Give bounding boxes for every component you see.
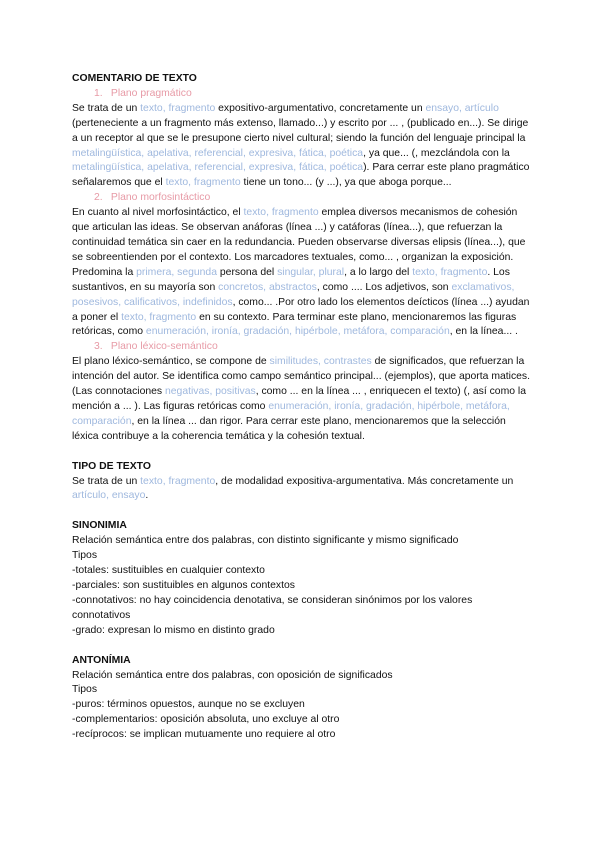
- text-run: persona del: [217, 266, 278, 278]
- highlight-run: singular, plural: [277, 266, 345, 278]
- text-run: , de modalidad expositiva-argumentativa. Más concretamente un: [215, 475, 514, 487]
- highlight-run: metalingüística, apelativa, referencial, expresiva, fática, poética: [72, 147, 364, 159]
- highlight-run: enumeración, ironía, gradación, hipérbole, metáfora, comparación: [145, 326, 450, 338]
- list-item: -complementarios: oposición absoluta, uno excluye al otro: [72, 714, 340, 726]
- list-item-label: Plano morfosintáctico: [110, 192, 211, 204]
- highlight-run: texto, fragmento: [412, 266, 488, 278]
- list-item-plano-morfosintactico: [72, 191, 530, 206]
- section-title-sinonimia: SINONIMIA: [72, 520, 127, 532]
- text-run: Se trata de un: [72, 102, 141, 114]
- text-run: . Los sustantivos, en su mayoría son: [72, 266, 510, 293]
- list-item: -puros: términos opuestos, aunque no se excluyen: [72, 699, 305, 711]
- definition-antonimia: Relación semántica entre dos palabras, con oposición de significados: [72, 669, 393, 681]
- list-item-label: Plano pragmático: [110, 87, 192, 99]
- text-run: ). Para cerrar este plano pragmático señalaremos que el: [72, 162, 530, 189]
- highlight-run: texto, fragmento: [243, 207, 319, 219]
- text-run: , como... .Por otro lado los elementos deícticos (línea ...) ayudan a poner el: [72, 296, 530, 323]
- highlight-run: similitudes, contrastes: [269, 356, 372, 368]
- text-run: En cuanto al nivel morfosintáctico, el: [72, 207, 244, 219]
- highlight-run: ensayo, artículo: [425, 102, 499, 114]
- highlight-run: texto, fragmento: [165, 177, 241, 189]
- text-run: (perteneciente a un fragmento más extenso, llamado...) y escrito por ... , (publicado en...). Se dirige a un receptor al que se le presupone cierto nivel cultural; siendo la función del lenguaje principal la: [72, 117, 529, 144]
- list-item: -totales: sustituibles en cualquier contexto: [72, 565, 265, 577]
- highlight-run: texto, fragmento: [140, 475, 216, 487]
- spacer: [72, 504, 530, 519]
- list-number: 1.: [94, 87, 103, 99]
- section-title-comentario: COMENTARIO DE TEXTO: [72, 73, 197, 84]
- list-number: 3.: [94, 341, 103, 353]
- section-title-antonimia: ANTONÍMIA: [72, 654, 131, 666]
- list-item: -recíprocos: se implican mutuamente uno requiere al otro: [72, 729, 336, 741]
- document-body: [72, 72, 530, 743]
- text-run: .: [145, 490, 149, 502]
- text-run: , como ... en la línea ... , enriquecen el texto) (, así como la mención a ... ). Las figuras retóricas como: [72, 386, 526, 412]
- section-title-tipo: TIPO DE TEXTO: [72, 460, 151, 472]
- text-run: El plano léxico-semántico, se compone de: [72, 356, 270, 368]
- spacer: [72, 445, 530, 460]
- text-run: , ya que... (, mezclándola con la: [363, 147, 510, 159]
- highlight-run: texto, fragmento: [121, 311, 197, 323]
- text-run: , en la línea... .: [449, 326, 518, 338]
- text-run: , como .... Los adjetivos, son: [316, 281, 452, 293]
- text-run: emplea diversos mecanismos de cohesión que articulan las ideas. Se observan anáforas (línea ...) y catáforas (línea...), que refuerzan la continuidad temática sin caer en la redundancia. Pueden observarse diversas elipsis (línea...), que se sobreentienden por el contexto. Los marcadores textuales, como... , organizan la exposición. Predomina la: [72, 207, 526, 278]
- list-number: 2.: [94, 192, 103, 204]
- highlight-run: primera, segunda: [136, 266, 217, 278]
- highlight-run: concretos, abstractos: [218, 281, 317, 293]
- text-run: en su contexto. Para terminar este plano, mencionaremos las figuras retóricas, como: [72, 311, 517, 338]
- highlight-run: exclamativos, posesivos, calificativos, indefinidos: [72, 281, 515, 308]
- text-run: , en la línea ... dan rigor. Para cerrar este plano, mencionaremos que la selección léxica contribuye a la coherencia temática y la cohesión textual.: [72, 415, 506, 442]
- list-item-plano-pragmatico: [72, 87, 530, 102]
- text-run: , a lo largo del: [344, 266, 413, 278]
- highlight-run: metalingüística, apelativa, referencial, expresiva, fática, poética: [72, 162, 364, 174]
- tipos-label: Tipos: [72, 550, 98, 562]
- highlight-run: texto, fragmento: [140, 102, 216, 114]
- list-item: -connotativos: no hay coincidencia denotativa, se consideran sinónimos por los valores connotativos: [72, 594, 473, 621]
- highlight-run: enumeración, ironía, gradación, hipérbole, metáfora, comparación: [72, 400, 510, 427]
- highlight-run: artículo, ensayo: [72, 490, 146, 502]
- text-run: expositivo-argumentativo, concretamente un: [215, 102, 426, 114]
- paragraph-tipo: [72, 475, 530, 505]
- list-item: -grado: expresan lo mismo en distinto grado: [72, 624, 275, 636]
- text-run: Se trata de un: [72, 475, 141, 487]
- list-item-label: Plano léxico-semántico: [110, 341, 218, 353]
- text-run: tiene un tono... (y ...), ya que aboga porque...: [240, 177, 452, 189]
- highlight-run: negativas, positivas: [165, 386, 256, 398]
- spacer: [72, 639, 530, 654]
- paragraph-pragmatico: [72, 102, 530, 191]
- tipos-label: Tipos: [72, 684, 98, 696]
- list-item-plano-lexico-semantico: [72, 340, 530, 355]
- list-item: -parciales: son sustituibles en algunos contextos: [72, 580, 295, 591]
- paragraph-lexico-semantico: [72, 355, 530, 444]
- text-run: de significados, que refuerzan la intención del autor. Se identifica como campo semántico principal... (ejemplos), que aporta matices. (Las connotaciones: [72, 356, 530, 398]
- paragraph-morfosintactico: [72, 206, 530, 340]
- definition-sinonimia: Relación semántica entre dos palabras, con distinto significante y mismo significado: [72, 535, 459, 547]
